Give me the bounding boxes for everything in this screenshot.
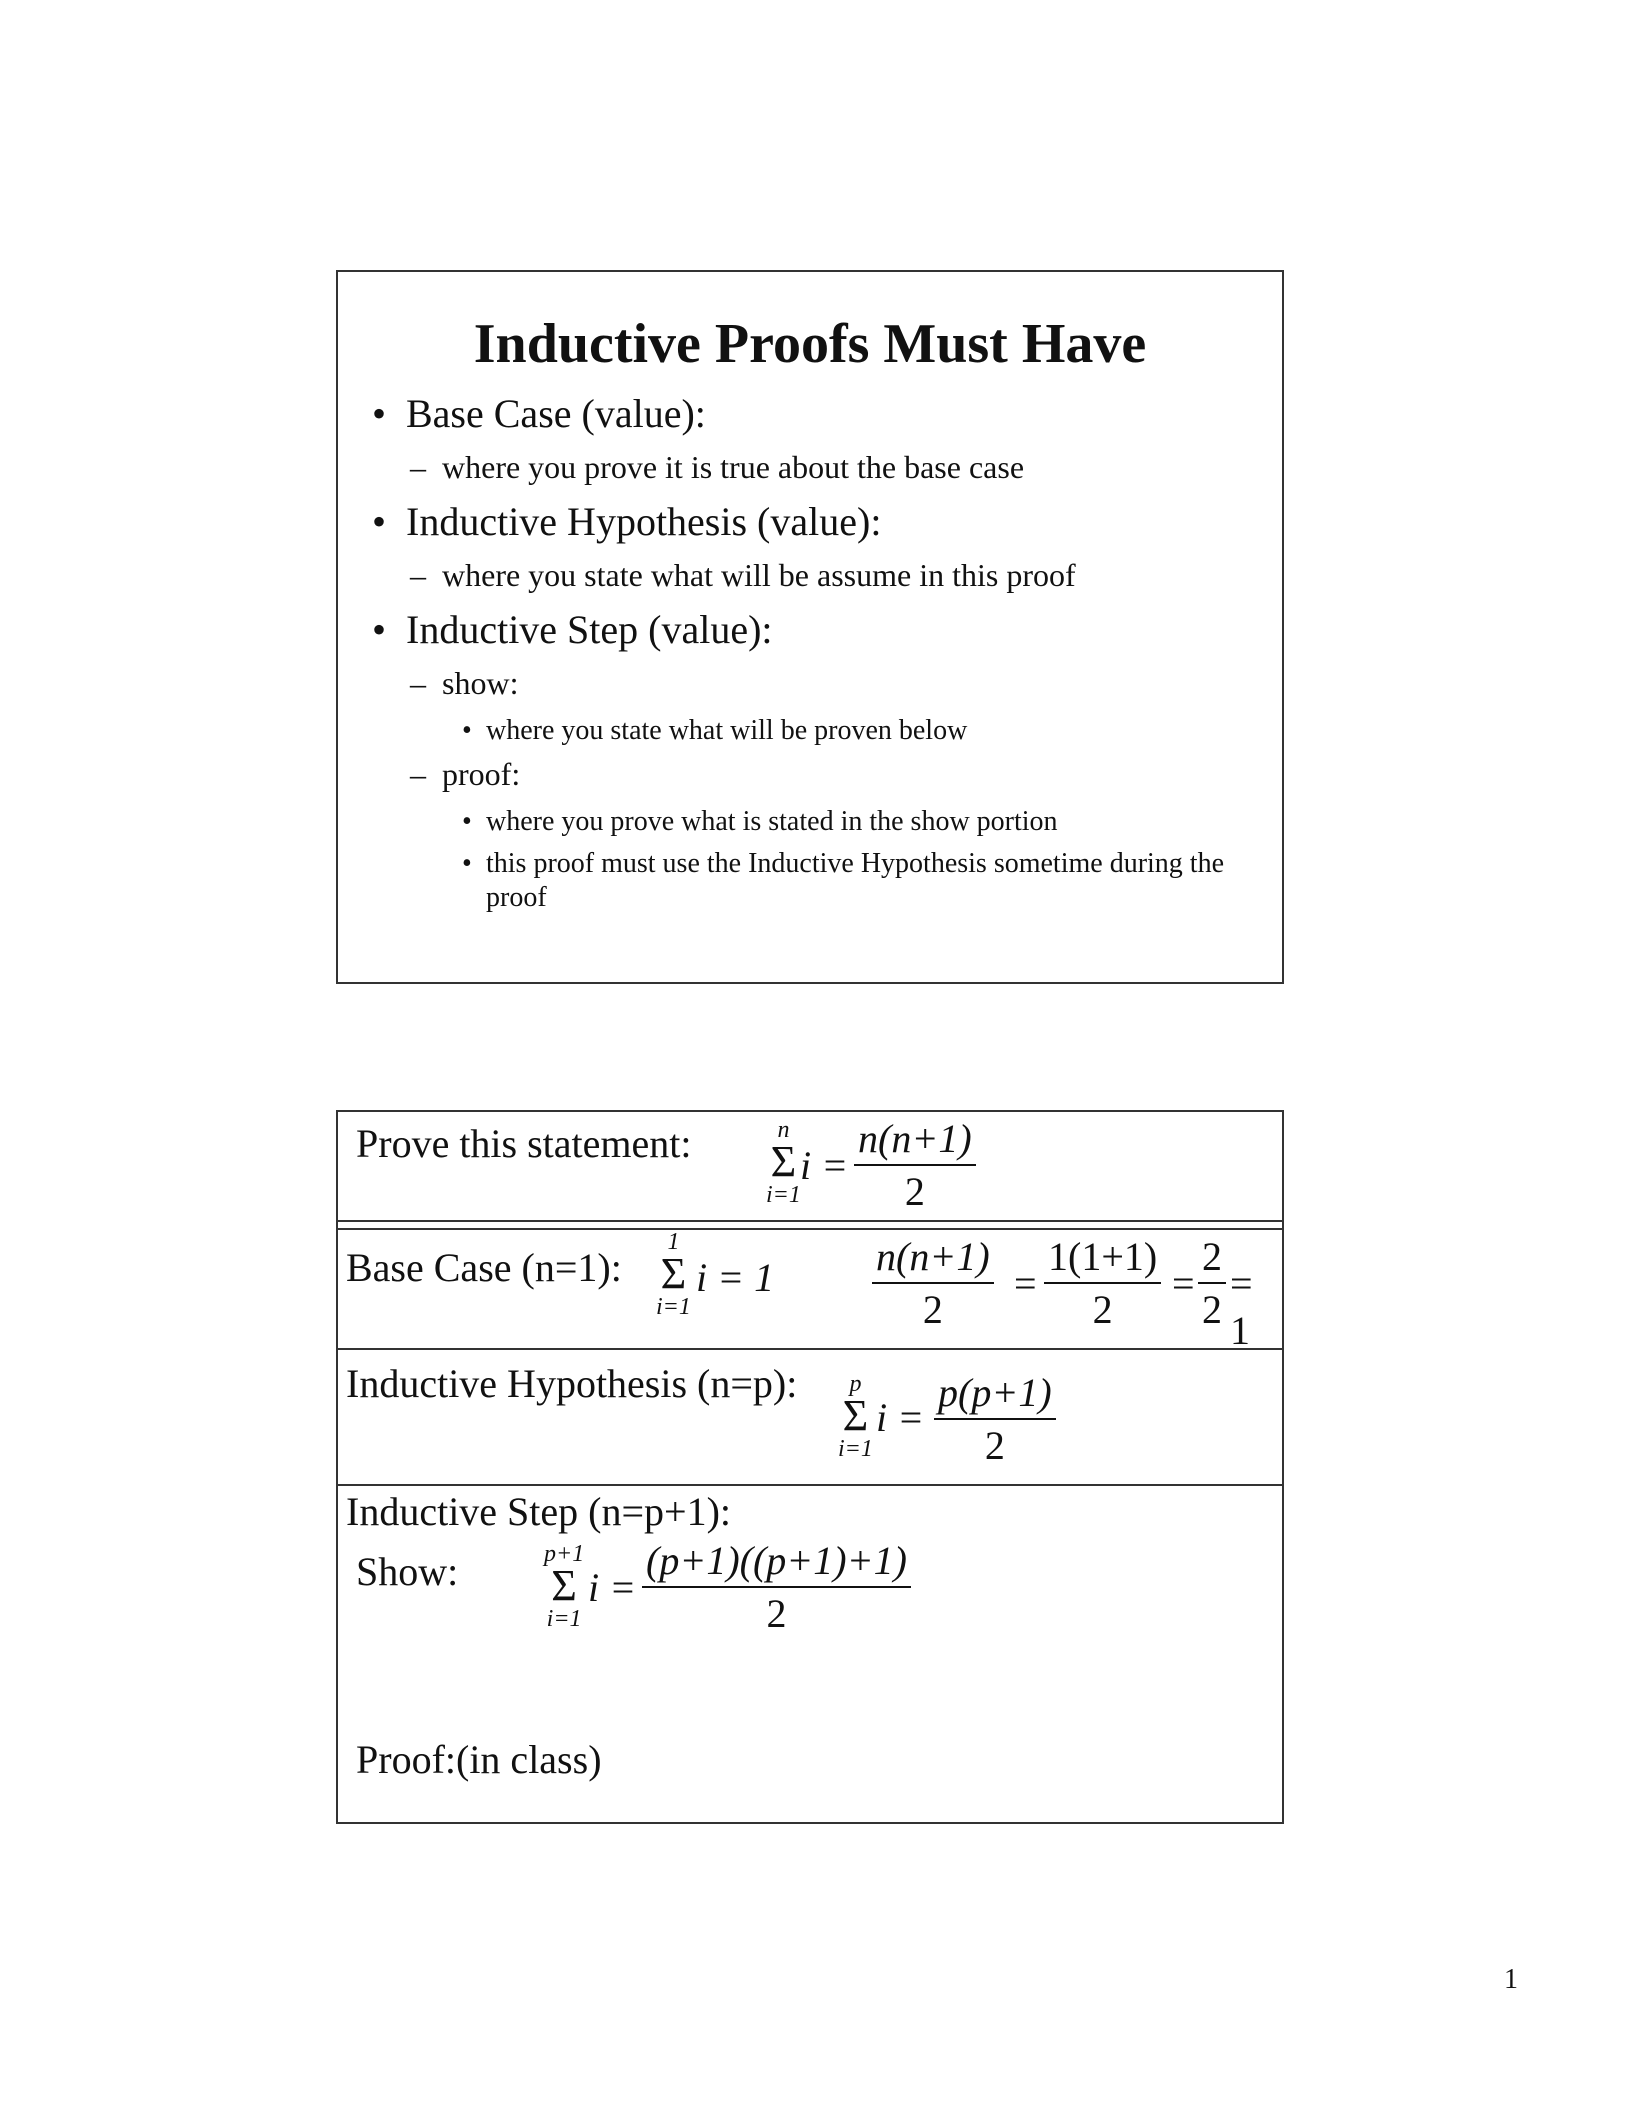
show-fraction [642, 1536, 911, 1640]
hypothesis-term: i = [876, 1395, 925, 1440]
base-fraction-1 [872, 1232, 994, 1336]
sum-upper-limit: n [777, 1117, 790, 1143]
sub-bullet-show: – show: [410, 665, 1282, 702]
sum-upper-limit: p [849, 1371, 862, 1397]
sub-bullet-proof: – proof: [410, 756, 1282, 793]
bullet-base-case: • Base Case (value): [368, 390, 1282, 437]
proof-label: Proof:(in class) [356, 1737, 602, 1782]
sub-bullet-base-case: – where you prove it is true about the base case [410, 449, 1282, 486]
slide-inductive-proofs [336, 270, 1284, 984]
detail-show: • where you state what will be proven below [458, 714, 1282, 748]
fraction-denominator: 2 [984, 1423, 1005, 1468]
base-result: = 1 [1230, 1261, 1253, 1353]
fraction-numerator: n(n+1) [854, 1114, 976, 1166]
sum-lower-limit: i=1 [838, 1436, 873, 1462]
base-case-label: Base Case (n=1): [346, 1245, 622, 1290]
show-label: Show: [356, 1549, 459, 1594]
hypothesis-sum [838, 1372, 873, 1462]
sum-upper-limit: 1 [667, 1229, 680, 1255]
prove-term: i = [800, 1143, 849, 1188]
fraction-numerator: 1(1+1) [1044, 1232, 1161, 1284]
prove-fraction [854, 1114, 976, 1218]
fraction-denominator: 2 [904, 1169, 925, 1214]
bullet-list [368, 390, 1282, 923]
bullet-inductive-hypothesis: • Inductive Hypothesis (value): [368, 498, 1282, 545]
base-fraction-3 [1198, 1232, 1226, 1336]
sigma-symbol: Σ [770, 1137, 797, 1186]
base-case-row [338, 1228, 1282, 1353]
slide-title: Inductive Proofs Must Have [473, 313, 1147, 375]
sum-lower-limit: i=1 [766, 1182, 801, 1208]
show-term: i = [588, 1565, 637, 1610]
equals-sign: = [1014, 1261, 1037, 1306]
slide-proof-example [336, 1110, 1284, 1824]
hypothesis-fraction [934, 1368, 1056, 1472]
sum-lower-limit: i=1 [546, 1606, 582, 1632]
fraction-denominator: 2 [922, 1287, 943, 1332]
step-label: Inductive Step (n=p+1): [346, 1489, 732, 1534]
inductive-hypothesis-row [338, 1350, 1282, 1486]
fraction-numerator: n(n+1) [872, 1232, 994, 1284]
base-fraction-2 [1044, 1232, 1161, 1336]
detail-proof-1: • where you prove what is stated in the show portion [458, 805, 1282, 839]
bullet-inductive-step: • Inductive Step (value): [368, 606, 1282, 653]
sum-lower-limit: i=1 [656, 1294, 691, 1320]
fraction-numerator: 2 [1198, 1232, 1226, 1284]
sigma-symbol: Σ [842, 1391, 869, 1440]
sigma-symbol: Σ [551, 1561, 577, 1610]
prove-sum [766, 1118, 801, 1208]
inductive-step-row [338, 1486, 1282, 1822]
sub-bullet-inductive-hypothesis: – where you state what will be assume in this proof [410, 557, 1282, 594]
fraction-numerator: p(p+1) [934, 1368, 1056, 1420]
fraction-numerator: (p+1)((p+1)+1) [642, 1536, 911, 1588]
show-sum [544, 1542, 584, 1632]
hypothesis-label: Inductive Hypothesis (n=p): [346, 1361, 798, 1406]
base-sum [656, 1230, 691, 1320]
prove-label: Prove this statement: [356, 1121, 692, 1166]
equals-sign: = [1172, 1261, 1195, 1306]
sum-upper-limit: p+1 [544, 1541, 585, 1567]
fraction-denominator: 2 [1202, 1287, 1222, 1332]
detail-proof-2: • this proof must use the Inductive Hypothesis sometime during the proof [458, 847, 1286, 915]
prove-statement-row [338, 1112, 1282, 1222]
base-term: i = 1 [696, 1255, 775, 1300]
fraction-denominator: 2 [1092, 1287, 1113, 1332]
fraction-denominator: 2 [766, 1591, 787, 1636]
sigma-symbol: Σ [660, 1249, 687, 1298]
page-number: 1 [1504, 1964, 1518, 1995]
